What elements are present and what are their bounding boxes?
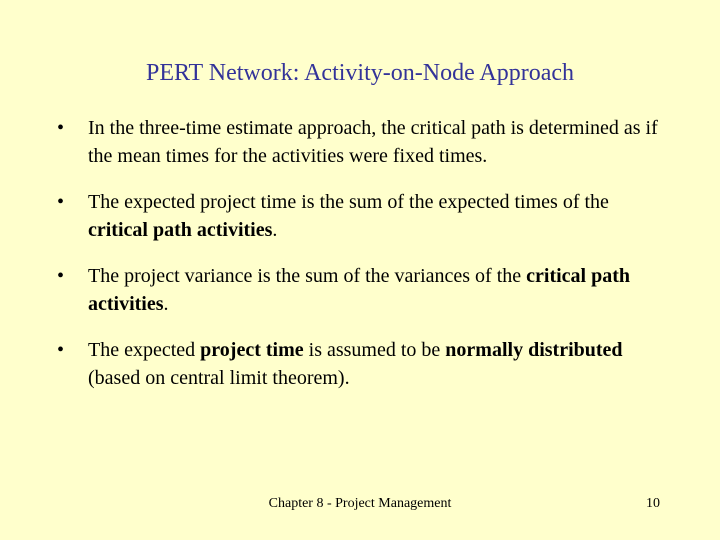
bullet-icon: •: [57, 191, 65, 213]
bullet-text: The project variance is the sum of the variances of the: [88, 265, 527, 287]
bullet-text: The expected project time is the sum of the expected times of the: [88, 191, 609, 213]
bullet-text: .: [272, 219, 278, 241]
page-number: 10: [646, 496, 660, 511]
slide-title: PERT Network: Activity-on-Node Approach: [145, 60, 575, 86]
bullet-text: In the three-time estimate approach, the critical path is determined as if the mean times for the activities were fixed times.: [88, 117, 658, 167]
bullet-icon: •: [57, 265, 65, 287]
slide-footer: Chapter 8 - Project Management: [268, 496, 452, 511]
bullet-text: is assumed to be: [303, 339, 446, 361]
bullet-icon: •: [57, 339, 65, 361]
bullet-icon: •: [57, 117, 65, 139]
bullet-list: [57, 114, 667, 410]
bullet-item: [57, 262, 667, 318]
bullet-text: The expected: [88, 339, 201, 361]
bullet-item: [57, 336, 667, 392]
bullet-text: (based on central limit theorem).: [88, 367, 350, 389]
bullet-emphasis: normally distributed: [445, 339, 623, 361]
bullet-text: .: [163, 293, 169, 315]
bullet-emphasis: project time: [200, 339, 304, 361]
bullet-emphasis: critical path activities: [88, 265, 631, 315]
bullet-emphasis: critical path activities: [88, 219, 273, 241]
bullet-item: [57, 188, 667, 244]
bullet-item: [57, 114, 667, 170]
